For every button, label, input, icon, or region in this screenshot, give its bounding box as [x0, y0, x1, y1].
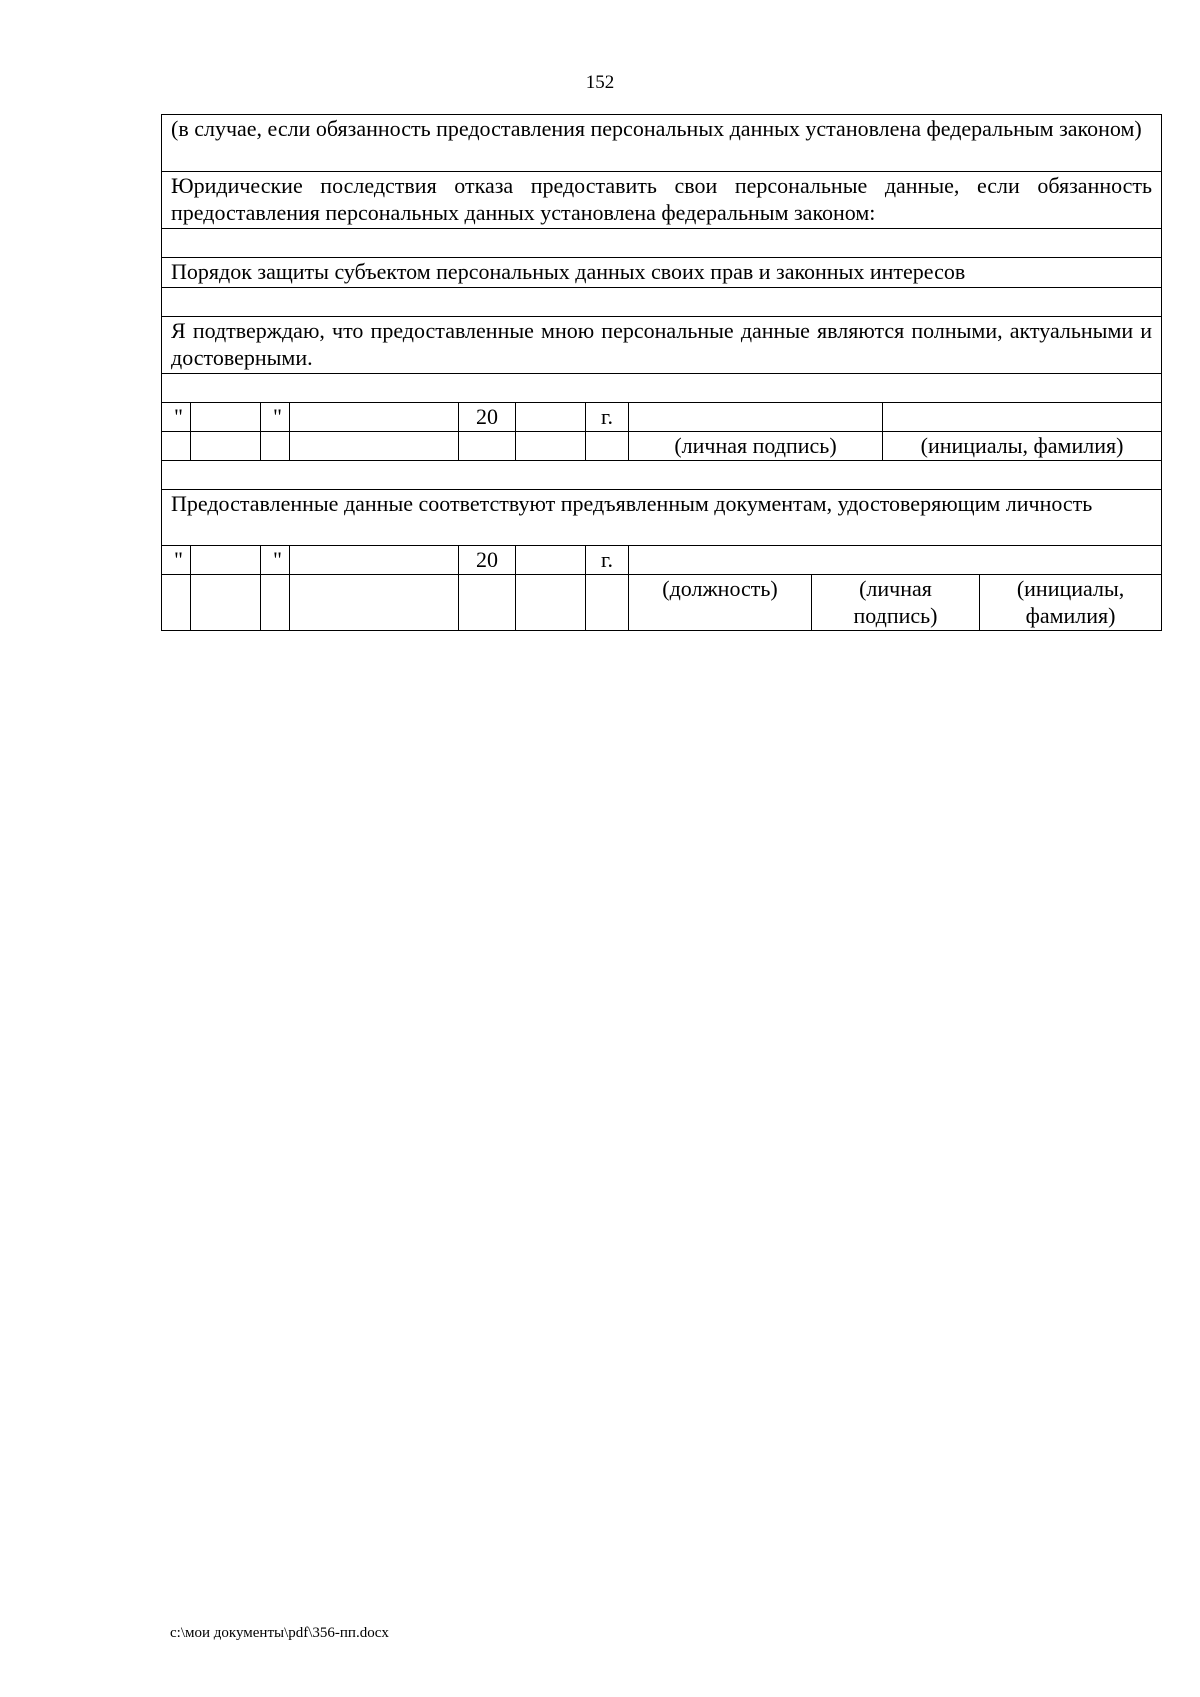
page-number: 152 — [585, 72, 615, 93]
date-month-field[interactable] — [290, 546, 459, 575]
empty-cell — [290, 575, 459, 631]
date-day-field[interactable] — [191, 546, 261, 575]
initials-field[interactable] — [883, 403, 1162, 432]
empty-cell — [191, 575, 261, 631]
rights-protection-label: Порядок защиты субъектом персональных данных своих прав и законных интересов — [162, 258, 1162, 288]
empty-cell — [261, 575, 290, 631]
empty-cell — [162, 432, 191, 461]
empty-cell — [261, 432, 290, 461]
date-day-field[interactable] — [191, 403, 261, 432]
documents-verification-statement: Предоставленные данные соответствуют предъявленным документам, удостоверяющим личность — [162, 490, 1162, 546]
date-quote-close: " — [261, 403, 290, 432]
empty-cell — [191, 432, 261, 461]
date-year-prefix: 20 — [459, 403, 516, 432]
date-year-field[interactable] — [516, 403, 586, 432]
spacer-row — [162, 374, 1162, 403]
official-signature-field[interactable] — [629, 546, 1162, 575]
initials-caption: (инициалы, фамилия) — [980, 575, 1162, 631]
empty-cell — [290, 432, 459, 461]
date-quote-open: " — [162, 403, 191, 432]
signature-field[interactable] — [629, 403, 883, 432]
rights-protection-field[interactable] — [162, 288, 1162, 317]
initials-caption: (инициалы, фамилия) — [883, 432, 1162, 461]
date-year-prefix: 20 — [459, 546, 516, 575]
empty-cell — [459, 575, 516, 631]
date-year-suffix: г. — [586, 403, 629, 432]
refusal-consequences-label: Юридические последствия отказа предоставить свои персональные данные, если обязанность предоставления персональных данных установлена федеральным законом: — [162, 172, 1162, 229]
spacer-row — [162, 461, 1162, 490]
position-caption: (должность) — [629, 575, 812, 631]
date-year-suffix: г. — [586, 546, 629, 575]
date-quote-close: " — [261, 546, 290, 575]
date-year-field[interactable] — [516, 546, 586, 575]
consent-form-table — [161, 114, 1162, 631]
legal-obligation-note: (в случае, если обязанность предоставления персональных данных установлена федеральным законом) — [162, 115, 1162, 172]
empty-cell — [162, 575, 191, 631]
empty-cell — [459, 432, 516, 461]
refusal-consequences-field[interactable] — [162, 229, 1162, 258]
date-month-field[interactable] — [290, 403, 459, 432]
signature-caption: (личная подпись) — [812, 575, 980, 631]
date-quote-open: " — [162, 546, 191, 575]
empty-cell — [586, 432, 629, 461]
document-file-path: c:\мои документы\pdf\356-пп.docx — [170, 1625, 389, 1641]
empty-cell — [516, 432, 586, 461]
empty-cell — [586, 575, 629, 631]
empty-cell — [516, 575, 586, 631]
signature-caption: (личная подпись) — [629, 432, 883, 461]
confirmation-statement: Я подтверждаю, что предоставленные мною персональные данные являются полными, актуальными и достоверными. — [162, 317, 1162, 374]
